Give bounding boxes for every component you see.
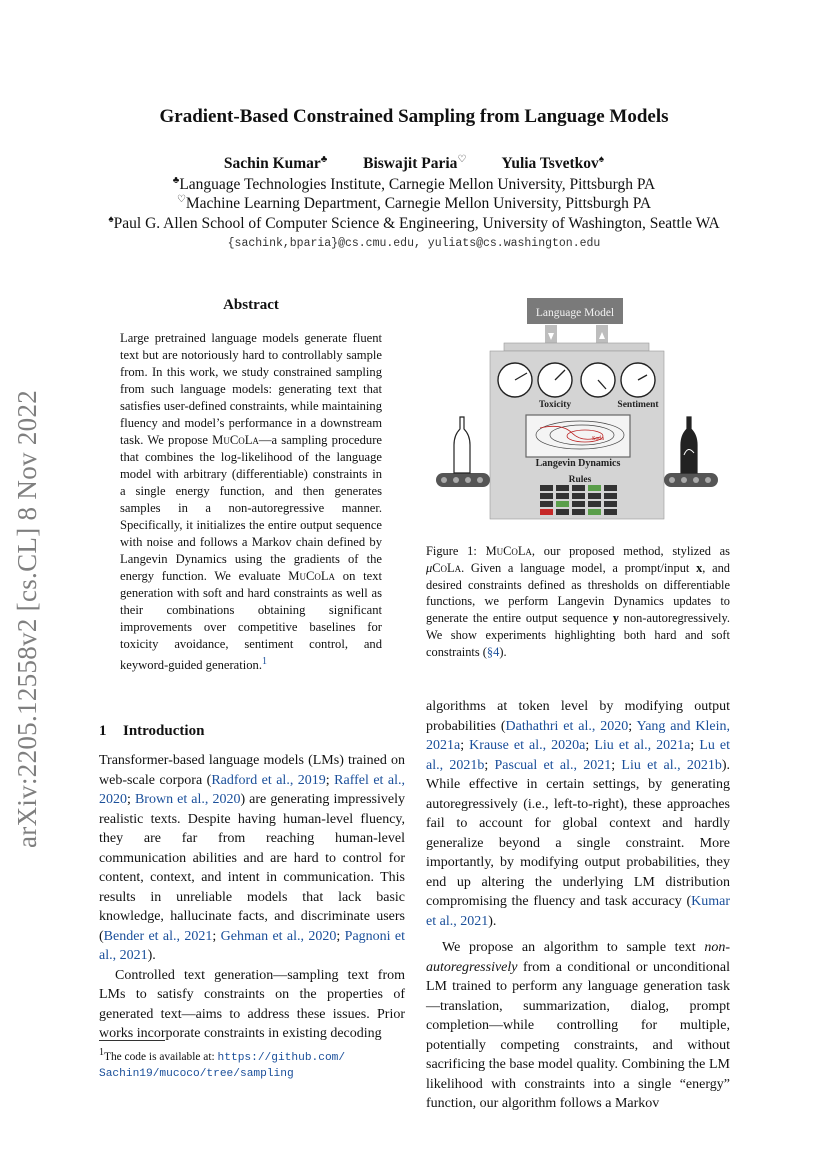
- citation-link[interactable]: Brown et al., 2020: [134, 792, 241, 807]
- author-mark: ♡: [457, 154, 467, 165]
- text: ). While effective in certain settings, by generating autoregressively (i.e., left-to-right), these approaches fail to account for global context and hardly generalize beyond a single constraint. More importantly, by modifying output probabilities, they end up altering the underlying LM distribution compromising the fluency and task accuracy (: [426, 757, 731, 909]
- intro-left-column: [99, 751, 405, 1044]
- text: , our proposed method, stylized as: [531, 544, 730, 558]
- abstract-text: on text generation with soft and hard constraints as well as their combinations obtaining significant improvements over competitive baselines for toxicity avoidance, sentiment control, and keyword-guided generation.: [120, 569, 382, 673]
- abstract-body: [120, 330, 382, 674]
- screen-word: Soda: [592, 436, 604, 442]
- text: Figure 1:: [426, 544, 486, 558]
- affiliation: [0, 175, 828, 194]
- affiliation: [0, 194, 828, 213]
- empty-bottle-icon: [454, 417, 470, 473]
- citation-link[interactable]: Lu et al., 2021b: [426, 738, 731, 773]
- author-name: Yulia Tsvetkov: [501, 155, 599, 173]
- langevin-label: Langevin Dynamics: [535, 458, 621, 469]
- abstract-text: —a sampling procedure that combines the log-likelihood of the language model with arbitrary (differentiable) constraints in a single energy function, and then generates samples in a non-autoregressive manner. Specifically, it initializes the entire output sequence with noise and follows a Markov chain defined by Langevin Dynamics using the gradients of the energy function. We evaluate: [120, 433, 383, 583]
- arxiv-stamp-text: arXiv:2205.12558v2 [cs.CL] 8 Nov 2022: [12, 389, 42, 848]
- affiliation-text: Machine Learning Department, Carnegie Mellon University, Pittsburgh PA: [185, 195, 652, 213]
- mu-symbol: μ: [426, 560, 433, 575]
- text: algorithms at token level by modifying output probabilities (: [426, 699, 730, 734]
- sentiment-label: Sentiment: [617, 400, 659, 410]
- section-ref-link[interactable]: §4: [486, 644, 500, 659]
- citation-link[interactable]: Raffel et al., 2020: [99, 772, 405, 807]
- section-title: Introduction: [123, 723, 205, 739]
- footnote-mark: 1: [99, 1047, 104, 1058]
- citation-link[interactable]: Liu et al., 2021a: [594, 738, 691, 753]
- method-name: CoLa: [432, 560, 462, 575]
- paragraph: [426, 938, 730, 1114]
- filled-bottle-icon: [681, 417, 697, 473]
- method-name: MuCoLa: [485, 544, 532, 558]
- footnote: [99, 1045, 409, 1082]
- toxicity-label: Toxicity: [538, 400, 572, 410]
- abstract-heading: Abstract: [223, 297, 279, 313]
- affiliation-mark: ♣: [172, 175, 180, 186]
- paragraph: algorithms at token level by modifying output probabilities (Dathathri et al., 2020; Yang and Klein, 2021a; Krause et al., 2020a; Liu et al., 2021a; Lu et al., 2021b; Pascual et al., 2021; Liu et al., 2021b). While effective in certain settings, by generating autoregressively (i.e., left-to-right), these approaches fail to account for global context and hardly generalize beyond a single constraint. More importantly, by modifying output probabilities, they end up altering the underlying LM distribution compromising the fluency and task accuracy (Kumar et al., 2021).: [426, 699, 731, 929]
- author-list: [0, 154, 828, 173]
- author-mark: ♣: [320, 154, 328, 165]
- text: from a conditional or unconditional LM trained to perform any language generation task—translation, summarization, dialog, prompt completion—while controlling for multiple, potentially competing constraints, and without sacrificing the base model quality. Combining the LM likelihood with constraints into a single “energy” function, our algorithm follows a Markov: [426, 959, 730, 1111]
- footnote-text: The code is available at:: [104, 1050, 218, 1063]
- text: non-autoregressively. We show experiments highlighting both hard and soft constraints (: [426, 611, 730, 659]
- author-name: Biswajit Paria: [363, 155, 458, 173]
- math-y: y: [612, 611, 619, 626]
- footnote-ref[interactable]: 1: [261, 656, 267, 667]
- author-mark: ♠: [598, 154, 605, 165]
- paragraph: Controlled text generation—sampling text from LMs to satisfy constraints on the properties of generated text—aims to address these issues. Prior works incorporate constraints in existing decoding: [99, 967, 405, 1041]
- code-url-link[interactable]: https://github.com/: [217, 1051, 346, 1064]
- method-name: MuCoLa: [212, 433, 259, 447]
- citation-link[interactable]: Bender et al., 2021: [103, 928, 213, 944]
- citation-link[interactable]: Dathathri et al., 2020: [505, 718, 629, 734]
- footnote-rule: [99, 1040, 165, 1041]
- citation-link[interactable]: Kumar et al., 2021: [426, 894, 730, 929]
- text: ).: [499, 644, 507, 659]
- paper-title: Gradient-Based Constrained Sampling from Language Models: [159, 106, 669, 127]
- figure-1-robot-illustration: [432, 295, 732, 535]
- citation-link[interactable]: Gehman et al., 2020: [220, 928, 337, 944]
- text: ).: [488, 913, 497, 929]
- citation-link[interactable]: Yang and Klein, 2021a: [426, 718, 730, 753]
- method-name: MuCoLa: [288, 569, 336, 583]
- section-heading: [99, 723, 204, 740]
- author-emails: {sachink,bparia}@cs.cmu.edu, yuliats@cs.washington.edu: [227, 237, 601, 250]
- robot-head-bar: [504, 343, 649, 351]
- citation-link[interactable]: Liu et al., 2021b: [621, 757, 722, 773]
- paragraph: Transformer-based language models (LMs) trained on web-scale corpora (Radford et al., 2019; Raffel et al., 2020; Brown et al., 2020) are generating impressively realistic texts. Despite having human-level fluency, they are far from reaching human-level communication abilities and are hard to control for content, context, and intent in communication. This results in unreliable models that lack basic knowledge, hallucinate facts, and discriminate users (Bender et al., 2021; Gehman et al., 2020; Pagnoni et al., 2021).: [99, 753, 406, 963]
- emphasis: non-autoregressively: [426, 940, 730, 975]
- affiliation-text: Paul G. Allen School of Computer Science & Engineering, University of Washington, Seattle WA: [113, 215, 720, 233]
- author-name: Sachin Kumar: [223, 155, 321, 173]
- intro-right-column: [426, 697, 730, 1114]
- text: . Given a language model, a prompt/input: [461, 560, 697, 575]
- text: ).: [147, 948, 156, 963]
- language-model-label: Language Model: [535, 307, 615, 319]
- figure-1-caption: [426, 543, 730, 661]
- citation-link[interactable]: Radford et al., 2019: [211, 772, 326, 788]
- code-url-link[interactable]: Sachin19/mucoco/tree/sampling: [99, 1067, 294, 1080]
- citation-link[interactable]: Krause et al., 2020a: [469, 738, 586, 753]
- section-number: 1: [99, 723, 107, 739]
- math-x: x: [696, 560, 703, 575]
- affiliation: [0, 214, 828, 233]
- text: We propose an algorithm to sample text: [442, 940, 705, 955]
- text: Transformer-based language models (LMs) trained on web-scale corpora (: [99, 753, 405, 788]
- text: ) are generating impressively realistic texts. Despite having human-level fluency, they are far from reaching human-level communication abilities and are hard to control for content, context, and intent in communication. This results in unreliable models that lack basic knowledge, hallucinate facts, and discriminate users (: [99, 792, 406, 944]
- rules-label: Rules: [568, 475, 592, 485]
- affiliation-text: Language Technologies Institute, Carnegie Mellon University, Pittsburgh PA: [179, 176, 656, 194]
- citation-link[interactable]: Pascual et al., 2021: [494, 757, 612, 773]
- text: , and desired constraints defined as thresholds on differentiable functions, we perform Langevin Dynamics updates to generate the entire output sequence: [426, 560, 730, 626]
- affiliation-mark: ♡: [176, 194, 186, 205]
- affiliation-mark: ♠: [108, 214, 114, 225]
- abstract-text: Large pretrained language models generate fluent text but are notoriously hard to controllably sample from. In this work, we study constrained sampling from such language models: generating text that satisfies user-defined constraints, while maintaining fluency and model’s performance in a downstream task. We propose: [120, 331, 382, 447]
- citation-link[interactable]: Pagnoni et al., 2021: [99, 928, 406, 963]
